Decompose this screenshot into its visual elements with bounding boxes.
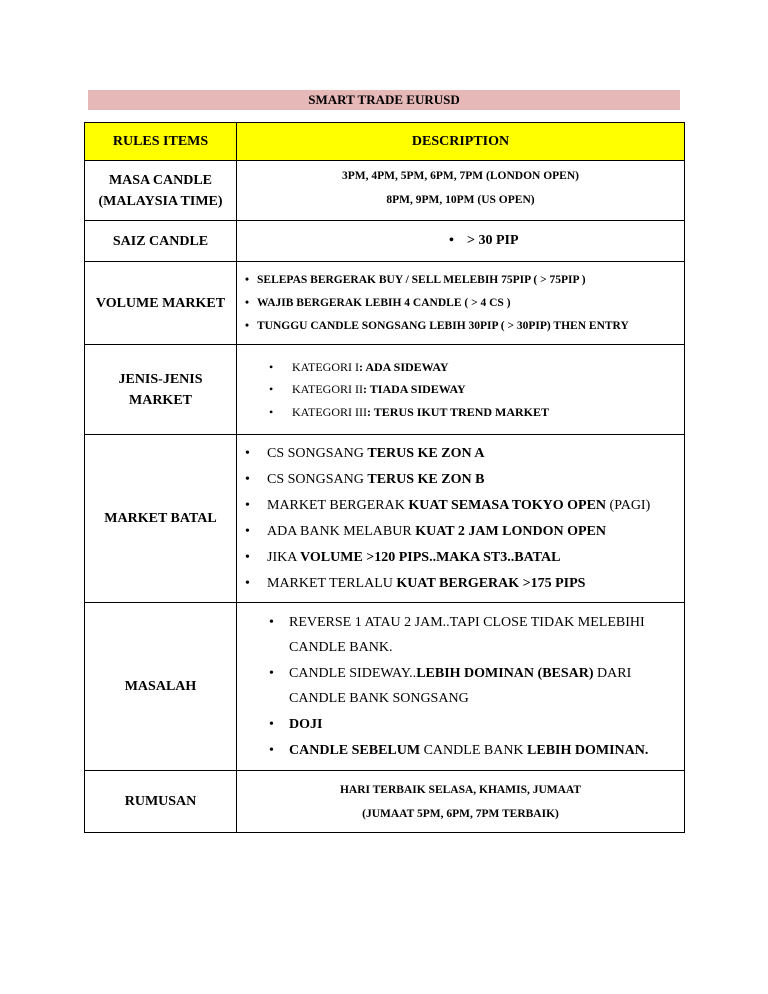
row-rumusan [85, 771, 685, 833]
row-description [237, 771, 685, 833]
bullet-icon: • [449, 233, 454, 248]
list-item: • JIKA VOLUME >120 PIPS..MAKA ST3..BATAL [237, 545, 684, 571]
row-description [237, 435, 685, 603]
list-item: • CANDLE SEBELUM CANDLE BANK LEBIH DOMINAN. [237, 738, 684, 763]
row-label: MASALAH [85, 603, 237, 771]
list-item: • WAJIB BERGERAK LEBIH 4 CANDLE ( > 4 CS ) [237, 292, 684, 315]
label-line: JENIS-JENIS [118, 371, 203, 387]
row-volume-market [85, 262, 685, 345]
row-label: SAIZ CANDLE [85, 221, 237, 262]
list-item: • ADA BANK MELABUR KUAT 2 JAM LONDON OPEN [237, 519, 684, 545]
label-line: MARKET [129, 392, 192, 408]
description-line: 3PM, 4PM, 5PM, 6PM, 7PM (LONDON OPEN) [342, 170, 579, 182]
row-description [237, 161, 685, 221]
list-item: • KATEGORI III: TERUS IKUT TREND MARKET [237, 401, 684, 424]
bullet-icon: • [245, 273, 250, 286]
list-item: • REVERSE 1 ATAU 2 JAM..TAPI CLOSE TIDAK MELEBIHI CANDLE BANK. [237, 610, 684, 660]
bullet-icon: • [269, 665, 274, 681]
label-line: MASA CANDLE [108, 172, 213, 188]
bullet-icon: • [245, 549, 250, 565]
description-line: HARI TERBAIK SELASA, KHAMIS, JUMAAT [339, 783, 582, 796]
row-description [237, 221, 685, 262]
row-label: MARKET BATAL [85, 435, 237, 603]
row-label [85, 161, 237, 221]
bullet-icon: • [245, 575, 250, 591]
row-description [237, 603, 685, 771]
list-item: • > 30 PIP [449, 233, 519, 248]
bullet-list [237, 356, 684, 424]
row-description [237, 262, 685, 345]
bullet-icon: • [245, 497, 250, 513]
row-label: VOLUME MARKET [85, 262, 237, 345]
list-item: • CS SONGSANG TERUS KE ZON B [237, 467, 684, 493]
row-masalah [85, 603, 685, 771]
row-saiz-candle [85, 221, 685, 262]
document-title: SMART TRADE EURUSD [88, 90, 680, 110]
list-item: • KATEGORI I: ADA SIDEWAY [237, 356, 684, 379]
bullet-icon: • [245, 523, 250, 539]
list-item: • CS SONGSANG TERUS KE ZON A [237, 441, 684, 467]
list-item: • KATEGORI II: TIADA SIDEWAY [237, 378, 684, 401]
bullet-icon: • [269, 382, 274, 397]
row-label: RUMUSAN [85, 771, 237, 833]
row-market-batal [85, 435, 685, 603]
bullet-icon: • [245, 296, 250, 309]
list-item: • CANDLE SIDEWAY..LEBIH DOMINAN (BESAR) DARI CANDLE BANK SONGSANG [237, 661, 684, 711]
list-item: • SELEPAS BERGERAK BUY / SELL MELEBIH 75PIP ( > 75PIP ) [237, 269, 684, 292]
row-jenis-market [85, 345, 685, 435]
row-label [85, 345, 237, 435]
header-description: DESCRIPTION [237, 123, 685, 161]
row-description [237, 345, 685, 435]
bullet-icon: • [269, 614, 274, 630]
list-item: • MARKET BERGERAK KUAT SEMASA TOKYO OPEN (PAGI) [237, 493, 684, 519]
label-line: (MALAYSIA TIME) [98, 193, 223, 209]
bullet-icon: • [269, 359, 274, 374]
table-header-row [85, 123, 685, 161]
header-rules-items: RULES ITEMS [85, 123, 237, 161]
list-item: • MARKET TERLALU KUAT BERGERAK >175 PIPS [237, 571, 684, 597]
bullet-list [237, 269, 684, 338]
description-line: (JUMAAT 5PM, 6PM, 7PM TERBAIK) [362, 807, 559, 820]
bullet-icon: • [269, 404, 274, 419]
bullet-icon: • [245, 319, 250, 332]
list-item: • TUNGGU CANDLE SONGSANG LEBIH 30PIP ( > 30PIP) THEN ENTRY [237, 315, 684, 338]
bullet-icon: • [269, 716, 274, 732]
bullet-icon: • [245, 445, 250, 461]
bullet-list [237, 610, 684, 763]
description-line: 8PM, 9PM, 10PM (US OPEN) [386, 194, 535, 206]
bullet-icon: • [269, 742, 274, 758]
rules-table [84, 122, 685, 833]
row-masa-candle [85, 161, 685, 221]
list-item: • DOJI [237, 712, 684, 737]
bullet-icon: • [245, 471, 250, 487]
bullet-list [237, 441, 684, 597]
